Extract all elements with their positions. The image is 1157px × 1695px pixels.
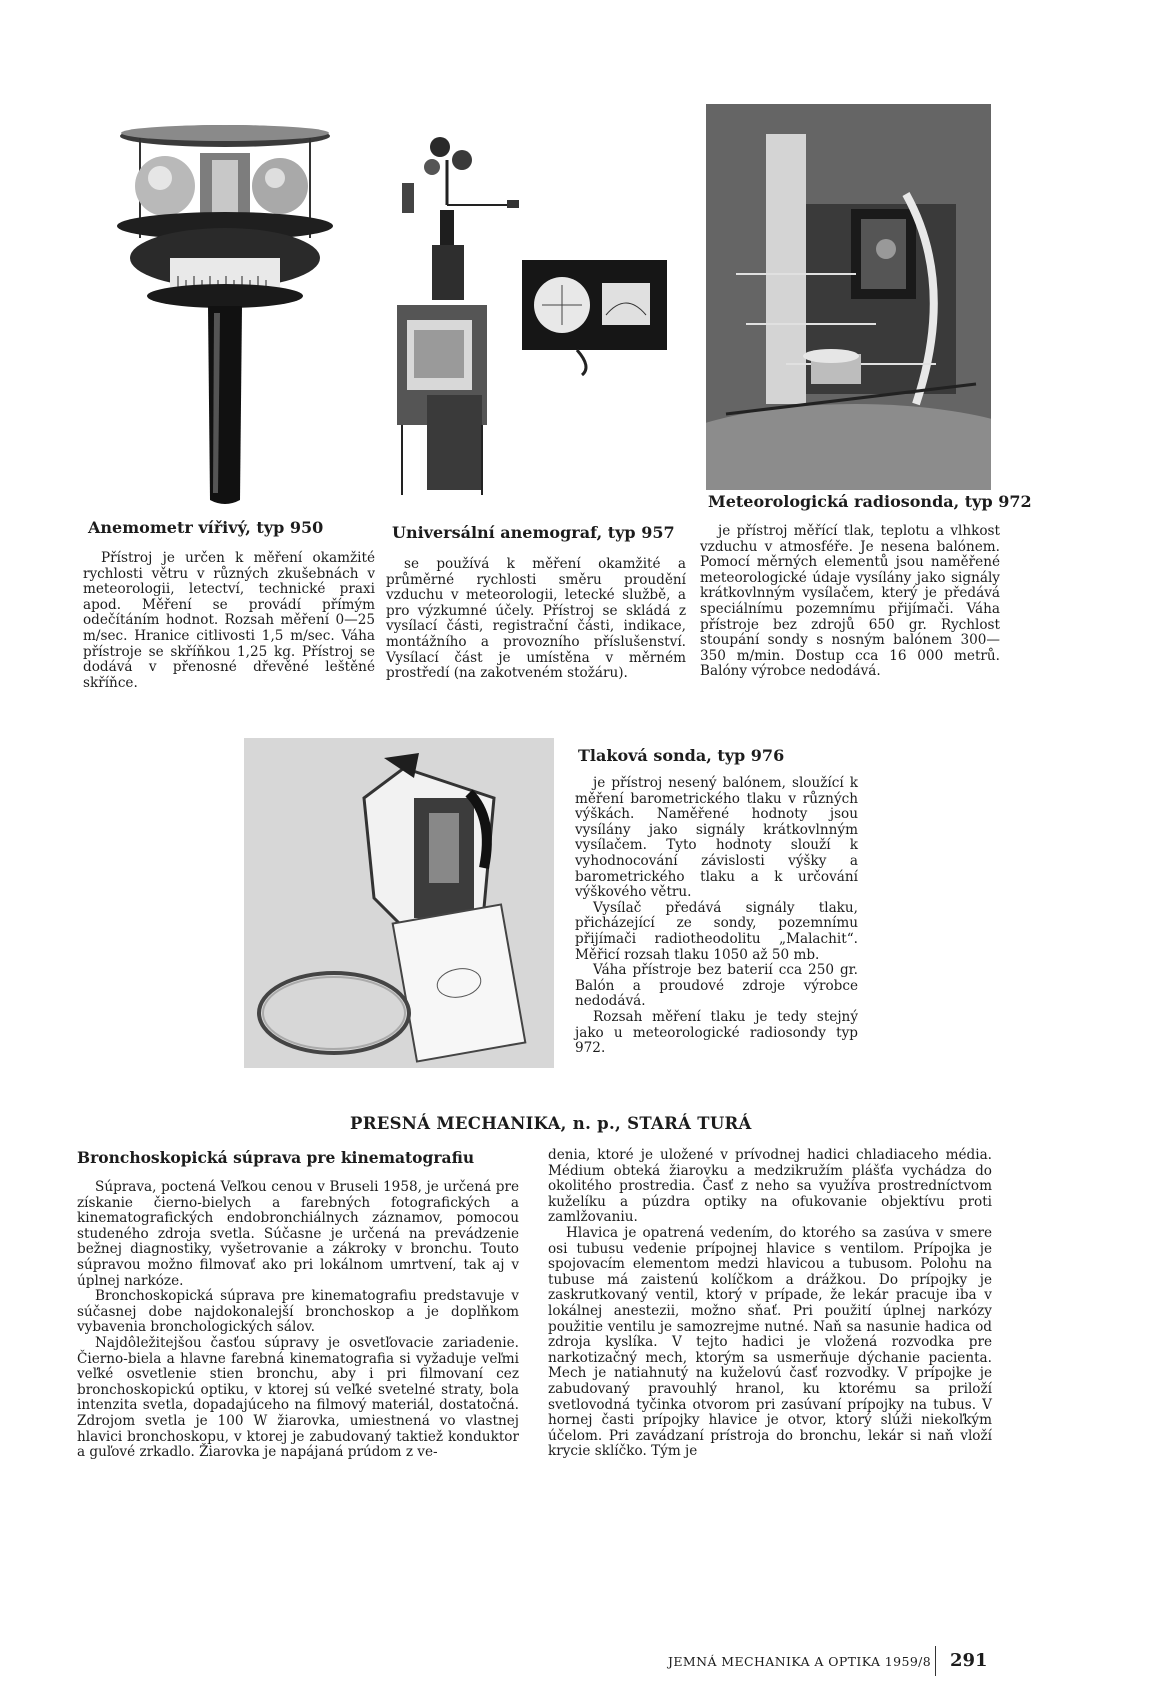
article-column-2 (548, 1148, 992, 1460)
anemometer-950-caption: Anemometr vířivý, typ 950 (88, 518, 324, 537)
paragraph: je přístroj nesený balónem, sloužící k měření barometrického tlaku v různých výškách. Naměřené hodnoty jsou vysílány jako signály krátkovlnným vysílačem. Tyto hodnoty slouží k vyhodnocování závislosti výšky a barometrického tlaku a k určování výškového větru. (575, 775, 858, 901)
article-title: Bronchoskopická súprava pre kinematografiu (77, 1148, 475, 1167)
page-number: 291 (950, 1650, 988, 1671)
article-column-1 (77, 1180, 519, 1461)
radiosonde-972-caption: Meteorologická radiosonda, typ 972 (708, 492, 1032, 511)
radiosonde-972-text (700, 524, 1000, 680)
anemometer-950-text (83, 551, 375, 691)
paragraph: se používá k měření okamžité a průměrné rychlosti směru proudění vzduchu v meteorologii, letecké službě, a pro výzkumné účely. Přístroj se skládá z vysílací části, registrační části, indikace, montážního a provozního příslušenství. Vysílací část je umístěna v měrném prostředí (na zakotveném stožáru). (386, 556, 686, 682)
pressure-sonde-976-photo (244, 738, 554, 1068)
anemograph-957-photo (392, 105, 677, 507)
paragraph: Najdôležitejšou časťou súpravy je osvetľovacie zariadenie. Čierno-biela a hlavne farebná kinematografia si vyžaduje veľmi veľké osvetlenie stien bronchu, aby i pri filmovaní cez bronchoskopickú optiku, v ktorej sú veľké svetelné straty, bola intenzita svetla, dopadajúceho na filmový materiál, dostatočná. Zdrojom svetla je 100 W žiarovka, umiestnená vo vlastnej hlavici bronchoskopu, v ktorej je zabudovaný taktiež konduktor a guľové zrkadlo. Žiarovka je napájaná prúdom z ve- (77, 1334, 519, 1461)
paragraph: Rozsah měření tlaku je tedy stejný jako u meteorologické radiosondy typ 972. (575, 1008, 858, 1057)
paragraph: Váha přístroje bez baterií cca 250 gr. Balón a proudové zdroje výrobce nedodává. (575, 962, 858, 1010)
paragraph: Bronchoskopická súprava pre kinematografiu predstavuje v súčasnej dobe najdokonalejší bronchoskop a je doplňkom vybavenia bronchologických sálov. (77, 1288, 519, 1336)
paragraph: Vysílač předává signály tlaku, přicházející ze sondy, pozemnímu přijímači radiotheodolitu „Malachit“. Měřicí rozsah tlaku 1050 až 50 mb. (575, 899, 858, 963)
anemometer-950-photo (100, 108, 350, 510)
paragraph: je přístroj měřící tlak, teplotu a vlhkost vzduchu v atmosféře. Je nesena balónem. Pomocí měrných elementů jsou naměřené meteorologické údaje vysílány jako signály krátkovlnným vysílačem, který je předává speciálnímu pozemnímu přijímači. Váha přístroje bez zdrojů 650 gr. Rychlost stoupání sondy s nosným balónem 300—350 m/min. Dostup cca 16 000 metrů. Balóny výrobce nedodává. (700, 523, 1000, 680)
anemograph-957-text (386, 557, 686, 682)
company-heading: PRESNÁ MECHANIKA, n. p., STARÁ TURÁ (350, 1114, 752, 1133)
paragraph: denia, ktoré je uložené v prívodnej hadici chladiaceho média. Médium obteká žiarovku a medzikružím plášťa vychádza do okolitého prostredia. Časť z neho sa využíva prostredníctvom kuželíku a púzdra optiky na ofukovanie objektívu proti zamlžovaniu. (548, 1147, 992, 1226)
paragraph: Přístroj je určen k měření okamžité rychlosti větru v různých zkušebnách v meteorologii, letectví, technické praxi apod. Měření se provádí přímým odečítáním hodnot. Rozsah měření 0—25 m/sec. Hranice citlivosti 1,5 m/sec. Váha přístroje se skříňkou 1,25 kg. Přístroj se dodává v přenosné dřevěné leštěné skříňce. (83, 550, 375, 691)
pressure-sonde-976-caption: Tlaková sonda, typ 976 (578, 746, 785, 765)
paragraph: Hlavica je opatrená vedením, do ktorého sa zasúva v smere osi tubusu vedenie prípojnej hlavice s ventilom. Prípojka je spojovacím elementom medzi hlavicou a tubusom. Polohu na tubuse má zaistenú kolíčkom a drážkou. Do prípojky je zaskrutkovaný ventil, ktorý v prípade, že lekár pracuje iba v lokálnej anestezii, možno sňať. Pri použití úplnej narkózy použitie ventilu je samozrejme nutné. Naň sa nasunie hadica od zdroja kyslíka. V tejto hadici je vložená rozvodka pre narkotizačný mech, ktorým sa usmerňuje dýchanie pacienta. Mech je natiahnutý na kuželovú časť rozvodky. V prípojke je zabudovaný pravouhlý hranol, ku ktorému sa priloží svetlovodná tyčinka otvorom pri zasúvaní prípojky na tubus. V hornej časti prípojky hlavice je otvor, ktorý slúži niekoľkým účelom. Pri zavádzaní prístroja do bronchu, lekár si naň vloží krycie sklíčko. Tým je (548, 1224, 992, 1460)
anemograph-957-caption: Universální anemograf, typ 957 (392, 523, 675, 542)
footer-divider (935, 1646, 936, 1676)
pressure-sonde-976-text (575, 776, 858, 1057)
paragraph: Súprava, poctená Veľkou cenou v Bruseli 1958, je určená pre získanie čierno-bielych a farebných fotografických a kinematografických endobronchiálnych záznamov, pomocou studeného zdroja svetla. Súčasne je určená na prevádzenie bežnej diagnostiky, vyšetrovanie a zákroky v bronchu. Touto súpravou možno filmovať ako pri lokálnom umrtvení, tak aj v úplnej narkóze. (77, 1179, 519, 1289)
journal-footer: JEMNÁ MECHANIKA A OPTIKA 1959/8 (668, 1654, 932, 1669)
radiosonde-972-photo (706, 104, 991, 490)
